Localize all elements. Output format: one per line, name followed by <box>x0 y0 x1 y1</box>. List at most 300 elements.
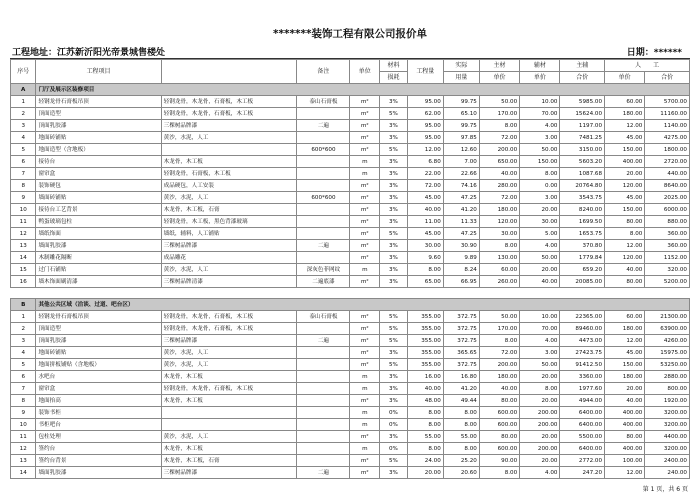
cell-loss: 3% <box>380 264 408 276</box>
cell-material-total: 1197.00 <box>560 120 605 132</box>
cell-qty: 45.00 <box>407 228 443 240</box>
cell-loss: 3% <box>380 180 408 192</box>
cell-actual: 25.20 <box>443 455 479 467</box>
cell-actual: 7.00 <box>443 156 479 168</box>
cell-labor-price: 100.00 <box>605 455 645 467</box>
cell-qty: 11.00 <box>407 216 443 228</box>
page-footer: 第 1 页，共 6 页 <box>642 486 688 493</box>
cell-spec: 木龙骨，木工板 <box>161 371 297 383</box>
cell-loss: 3% <box>380 252 408 264</box>
cell-remark: 泰山石膏板 <box>297 311 350 323</box>
cell-material-total: 1779.84 <box>560 252 605 264</box>
section-code: B <box>11 299 36 311</box>
cell-remark: 二遍底漆 <box>297 276 350 288</box>
cell-main-price: 72.00 <box>479 347 519 359</box>
cell-material-total: 1699.50 <box>560 216 605 228</box>
cell-loss: 3% <box>380 120 408 132</box>
cell-labor-price: 12.00 <box>605 240 645 252</box>
cell-spec: 黄沙，水泥，人工 <box>161 347 297 359</box>
cell-labor-total: 5700.00 <box>645 96 690 108</box>
cell-seq: 2 <box>11 323 36 335</box>
cell-material-total: 659.20 <box>560 264 605 276</box>
cell-loss: 3% <box>380 467 408 479</box>
header-item: 工程项目 <box>36 60 161 84</box>
cell-spec: 轻钢龙骨，石膏板，木工板 <box>161 168 297 180</box>
cell-actual: 11.33 <box>443 216 479 228</box>
table-row <box>11 335 690 347</box>
cell-actual: 74.16 <box>443 180 479 192</box>
cell-item: 墙面砖铺贴 <box>36 192 161 204</box>
cell-unit: m² <box>350 144 380 156</box>
cell-aux-price: 3.00 <box>520 192 560 204</box>
cell-item: 轻钢龙骨石膏板吊顶 <box>36 96 161 108</box>
cell-qty: 12.00 <box>407 144 443 156</box>
cell-labor-total: 360.00 <box>645 240 690 252</box>
cell-qty: 65.00 <box>407 276 443 288</box>
cell-remark: 深灰色菲网纹 <box>297 264 350 276</box>
project-address: 工程地址：江苏新沂阳光帝景城售楼处 <box>12 48 166 58</box>
cell-labor-price: 150.00 <box>605 144 645 156</box>
cell-labor-total: 63900.00 <box>645 323 690 335</box>
cell-unit: m² <box>350 311 380 323</box>
cell-material-total: 20764.80 <box>560 180 605 192</box>
cell-aux-price: 20.00 <box>520 455 560 467</box>
cell-labor-price: 20.00 <box>605 168 645 180</box>
cell-labor-total: 240.00 <box>645 467 690 479</box>
cell-main-price: 650.00 <box>479 156 519 168</box>
cell-item: 地面砖铺贴 <box>36 132 161 144</box>
cell-seq: 2 <box>11 108 36 120</box>
cell-actual: 41.20 <box>443 383 479 395</box>
cell-aux-price: 50.00 <box>520 359 560 371</box>
cell-labor-total: 21300.00 <box>645 311 690 323</box>
cell-aux-price: 200.00 <box>520 419 560 431</box>
cell-aux-price: 0.00 <box>520 180 560 192</box>
cell-unit: m² <box>350 455 380 467</box>
cell-main-price: 120.00 <box>479 216 519 228</box>
cell-spec: 轻钢龙骨，木龙骨，石膏板，木工板 <box>161 323 297 335</box>
cell-remark <box>297 383 350 395</box>
table-row <box>11 228 690 240</box>
cell-main-price: 200.00 <box>479 359 519 371</box>
cell-loss: 3% <box>380 395 408 407</box>
cell-seq: 1 <box>11 96 36 108</box>
cell-loss: 3% <box>380 216 408 228</box>
cell-item: 轻钢龙骨石膏板吊顶 <box>36 311 161 323</box>
table-row <box>11 371 690 383</box>
cell-loss: 5% <box>380 311 408 323</box>
cell-actual: 16.80 <box>443 371 479 383</box>
cell-seq: 4 <box>11 347 36 359</box>
cell-actual: 41.20 <box>443 204 479 216</box>
cell-item: 顶面造型 <box>36 108 161 120</box>
cell-spec: 黄沙，水泥，人工 <box>161 132 297 144</box>
cell-remark <box>297 455 350 467</box>
cell-labor-price: 180.00 <box>605 323 645 335</box>
cell-spec: 轻钢龙骨，木龙骨，石膏板，木工板 <box>161 311 297 323</box>
header-remark: 备注 <box>297 60 350 84</box>
cell-main-price: 280.00 <box>479 180 519 192</box>
table-row <box>11 204 690 216</box>
table-row <box>11 264 690 276</box>
table-row <box>11 359 690 371</box>
cell-loss: 3% <box>380 240 408 252</box>
cell-qty: 16.00 <box>407 371 443 383</box>
cell-labor-total: 2720.00 <box>645 156 690 168</box>
cell-item: 地面造型（含地板） <box>36 144 161 156</box>
cell-aux-price: 4.00 <box>520 240 560 252</box>
cell-labor-price: 80.00 <box>605 216 645 228</box>
header-total-top: 主辅 <box>560 60 605 72</box>
cell-actual: 372.75 <box>443 311 479 323</box>
cell-main-price: 50.00 <box>479 311 519 323</box>
cell-aux-price: 8.00 <box>520 383 560 395</box>
cell-loss: 5% <box>380 323 408 335</box>
section-name: 其他公共区域（洽谈、过道、吧台区） <box>36 299 690 311</box>
cell-loss: 0% <box>380 443 408 455</box>
cell-aux-price: 70.00 <box>520 323 560 335</box>
cell-labor-total: 5200.00 <box>645 276 690 288</box>
cell-labor-total: 4275.00 <box>645 132 690 144</box>
cell-qty: 95.00 <box>407 132 443 144</box>
cell-aux-price: 150.00 <box>520 156 560 168</box>
cell-main-price: 40.00 <box>479 168 519 180</box>
section-header-row <box>11 299 690 311</box>
cell-qty: 40.00 <box>407 383 443 395</box>
cell-labor-price: 400.00 <box>605 419 645 431</box>
cell-item: 接待台 <box>36 156 161 168</box>
cell-seq: 5 <box>11 144 36 156</box>
cell-qty: 95.00 <box>407 96 443 108</box>
cell-labor-total: 2400.00 <box>645 455 690 467</box>
header-unit: 单位 <box>350 60 380 84</box>
cell-qty: 48.00 <box>407 395 443 407</box>
cell-spec: 轻钢龙骨，木龙骨，石膏板，木工板 <box>161 96 297 108</box>
header-aux-top: 辅材 <box>520 60 560 72</box>
cell-spec <box>161 144 297 156</box>
cell-loss: 3% <box>380 204 408 216</box>
cell-labor-total: 3200.00 <box>645 443 690 455</box>
cell-unit: m² <box>350 120 380 132</box>
cell-aux-price: 20.00 <box>520 371 560 383</box>
cell-qty: 22.00 <box>407 168 443 180</box>
cell-remark: 二遍 <box>297 467 350 479</box>
cell-remark <box>297 168 350 180</box>
table-row <box>11 180 690 192</box>
table-row <box>11 383 690 395</box>
cell-main-price: 180.00 <box>479 371 519 383</box>
cell-spec: 黄沙，水泥，人工 <box>161 192 297 204</box>
cell-unit: m <box>350 443 380 455</box>
cell-material-total: 22365.00 <box>560 311 605 323</box>
cell-loss: 3% <box>380 276 408 288</box>
cell-item: 顶面乳胶漆 <box>36 335 161 347</box>
cell-labor-price: 20.00 <box>605 383 645 395</box>
cell-remark <box>297 228 350 240</box>
cell-unit: m² <box>350 204 380 216</box>
cell-remark <box>297 108 350 120</box>
cell-material-total: 1653.75 <box>560 228 605 240</box>
cell-material-total: 6400.00 <box>560 419 605 431</box>
cell-loss: 3% <box>380 132 408 144</box>
header-labor: 人 工 <box>605 60 690 72</box>
quote-table <box>10 59 690 479</box>
cell-actual: 66.95 <box>443 276 479 288</box>
cell-aux-price: 4.00 <box>520 335 560 347</box>
cell-spec: 黄沙，水泥，人工 <box>161 431 297 443</box>
cell-loss: 5% <box>380 455 408 467</box>
cell-aux-price: 20.00 <box>520 204 560 216</box>
cell-labor-price: 180.00 <box>605 371 645 383</box>
cell-labor-price: 60.00 <box>605 311 645 323</box>
cell-labor-total: 53250.00 <box>645 359 690 371</box>
cell-remark <box>297 359 350 371</box>
cell-qty: 40.00 <box>407 204 443 216</box>
header-total-bot: 合价 <box>560 72 605 84</box>
cell-remark <box>297 395 350 407</box>
cell-main-price: 8.00 <box>479 335 519 347</box>
cell-item: 鸭蛋玻璃包柱 <box>36 216 161 228</box>
cell-labor-price: 45.00 <box>605 192 645 204</box>
cell-remark <box>297 347 350 359</box>
cell-actual: 8.00 <box>443 407 479 419</box>
cell-item: 签约台 <box>36 443 161 455</box>
cell-spec: 木龙骨，木工板 <box>161 156 297 168</box>
cell-seq: 11 <box>11 216 36 228</box>
cell-item: 装饰书柜 <box>36 407 161 419</box>
cell-seq: 10 <box>11 204 36 216</box>
cell-seq: 11 <box>11 431 36 443</box>
cell-loss: 5% <box>380 335 408 347</box>
table-row <box>11 240 690 252</box>
cell-loss: 5% <box>380 144 408 156</box>
cell-aux-price: 3.00 <box>520 347 560 359</box>
cell-unit: m² <box>350 180 380 192</box>
cell-item: 地面抬高 <box>36 395 161 407</box>
header-main-top: 主材 <box>479 60 519 72</box>
cell-spec: 木龙骨，木工板，石膏 <box>161 455 297 467</box>
cell-item: 窗帘盒 <box>36 383 161 395</box>
cell-unit: m² <box>350 192 380 204</box>
cell-material-total: 91412.50 <box>560 359 605 371</box>
cell-spec: 三棵树品牌漆 <box>161 240 297 252</box>
cell-seq: 13 <box>11 455 36 467</box>
cell-remark: 泰山石膏板 <box>297 96 350 108</box>
cell-item: 窗帘盒 <box>36 168 161 180</box>
cell-seq: 10 <box>11 419 36 431</box>
cell-remark: 二遍 <box>297 335 350 347</box>
cell-unit: m² <box>350 323 380 335</box>
header-main-bot: 单价 <box>479 72 519 84</box>
table-row <box>11 323 690 335</box>
cell-qty: 72.00 <box>407 180 443 192</box>
cell-spec: 轻钢龙骨，木龙骨，石膏板，木工板 <box>161 108 297 120</box>
table-row <box>11 419 690 431</box>
cell-labor-total: 1800.00 <box>645 144 690 156</box>
cell-qty: 62.00 <box>407 108 443 120</box>
cell-labor-total: 880.00 <box>645 216 690 228</box>
cell-seq: 14 <box>11 252 36 264</box>
table-row <box>11 443 690 455</box>
cell-unit: m² <box>350 467 380 479</box>
cell-item: 墙面乳胶漆 <box>36 240 161 252</box>
cell-labor-total: 3200.00 <box>645 419 690 431</box>
cell-unit: m <box>350 168 380 180</box>
table-row <box>11 144 690 156</box>
cell-unit: m² <box>350 431 380 443</box>
cell-actual: 372.75 <box>443 359 479 371</box>
cell-qty: 20.00 <box>407 467 443 479</box>
cell-labor-price: 80.00 <box>605 276 645 288</box>
cell-seq: 12 <box>11 443 36 455</box>
cell-item: 装饰硬包 <box>36 180 161 192</box>
cell-actual: 47.25 <box>443 192 479 204</box>
cell-main-price: 130.00 <box>479 252 519 264</box>
cell-labor-price: 150.00 <box>605 204 645 216</box>
cell-main-price: 200.00 <box>479 144 519 156</box>
cell-seq: 9 <box>11 192 36 204</box>
header-labor-price: 单价 <box>605 72 645 84</box>
cell-material-total: 20085.00 <box>560 276 605 288</box>
cell-labor-price: 120.00 <box>605 252 645 264</box>
cell-unit: m <box>350 383 380 395</box>
cell-spec: 成品硬包，人工安装 <box>161 180 297 192</box>
cell-actual: 30.90 <box>443 240 479 252</box>
cell-loss: 3% <box>380 431 408 443</box>
cell-remark <box>297 216 350 228</box>
cell-aux-price: 50.00 <box>520 144 560 156</box>
table-row <box>11 168 690 180</box>
cell-material-total: 2772.00 <box>560 455 605 467</box>
cell-loss: 5% <box>380 359 408 371</box>
cell-main-price: 80.00 <box>479 395 519 407</box>
cell-item: 墙面乳胶漆 <box>36 467 161 479</box>
cell-seq: 5 <box>11 359 36 371</box>
cell-main-price: 30.00 <box>479 228 519 240</box>
cell-remark <box>297 132 350 144</box>
cell-main-price: 90.00 <box>479 455 519 467</box>
cell-remark: 600*600 <box>297 192 350 204</box>
cell-qty: 55.00 <box>407 431 443 443</box>
table-row <box>11 431 690 443</box>
cell-actual: 12.60 <box>443 144 479 156</box>
cell-seq: 1 <box>11 311 36 323</box>
cell-unit: m <box>350 419 380 431</box>
cell-labor-total: 320.00 <box>645 264 690 276</box>
header-actual-top: 实际 <box>443 60 479 72</box>
cell-labor-total: 1920.00 <box>645 395 690 407</box>
cell-spec <box>161 419 297 431</box>
cell-spec: 木龙骨，木工板，石膏 <box>161 204 297 216</box>
cell-main-price: 170.00 <box>479 323 519 335</box>
cell-seq: 13 <box>11 240 36 252</box>
cell-remark: 600*600 <box>297 144 350 156</box>
date-label: 日期：****** <box>626 48 682 58</box>
cell-actual: 8.00 <box>443 419 479 431</box>
cell-spec: 墙纸，辅料，人工铺贴 <box>161 228 297 240</box>
cell-item: 过门石铺贴 <box>36 264 161 276</box>
cell-aux-price: 20.00 <box>520 395 560 407</box>
cell-qty: 9.60 <box>407 252 443 264</box>
header-qty: 工程量 <box>407 60 443 84</box>
table-row <box>11 395 690 407</box>
cell-unit: m² <box>350 395 380 407</box>
cell-labor-total: 2880.00 <box>645 371 690 383</box>
cell-remark <box>297 252 350 264</box>
cell-actual: 99.75 <box>443 120 479 132</box>
cell-spec: 三棵树品牌漆 <box>161 467 297 479</box>
cell-actual: 8.00 <box>443 443 479 455</box>
cell-qty: 24.00 <box>407 455 443 467</box>
cell-main-price: 180.00 <box>479 204 519 216</box>
cell-remark <box>297 407 350 419</box>
cell-qty: 45.00 <box>407 192 443 204</box>
cell-unit: m <box>350 264 380 276</box>
cell-main-price: 40.00 <box>479 383 519 395</box>
header-loss-bot: 损耗 <box>380 72 408 84</box>
table-row <box>11 108 690 120</box>
cell-unit: m² <box>350 252 380 264</box>
cell-item: 地面砖铺贴 <box>36 347 161 359</box>
cell-labor-price: 400.00 <box>605 443 645 455</box>
cell-material-total: 5500.00 <box>560 431 605 443</box>
cell-main-price: 72.00 <box>479 132 519 144</box>
cell-actual: 372.75 <box>443 335 479 347</box>
cell-loss: 3% <box>380 192 408 204</box>
cell-labor-price: 8.00 <box>605 228 645 240</box>
cell-actual: 47.25 <box>443 228 479 240</box>
cell-main-price: 170.00 <box>479 108 519 120</box>
cell-unit: m² <box>350 347 380 359</box>
cell-spec: 三棵树品牌漆 <box>161 120 297 132</box>
cell-material-total: 3150.00 <box>560 144 605 156</box>
cell-labor-total: 15975.00 <box>645 347 690 359</box>
cell-qty: 30.00 <box>407 240 443 252</box>
cell-item: 接待台工艺背景 <box>36 204 161 216</box>
section-name: 门厅及展示区装修项目 <box>36 84 690 96</box>
section-code: A <box>11 84 36 96</box>
cell-qty: 355.00 <box>407 311 443 323</box>
cell-item: 墙木饰面刷清漆 <box>36 276 161 288</box>
header-seq: 序号 <box>11 60 36 84</box>
cell-spec: 三棵树品牌清漆 <box>161 276 297 288</box>
cell-seq: 15 <box>11 264 36 276</box>
cell-item: 墙纸饰面 <box>36 228 161 240</box>
header-loss-top: 材料 <box>380 60 408 72</box>
cell-aux-price: 70.00 <box>520 108 560 120</box>
cell-main-price: 50.00 <box>479 96 519 108</box>
cell-labor-price: 12.00 <box>605 467 645 479</box>
cell-qty: 8.00 <box>407 443 443 455</box>
cell-labor-total: 11160.00 <box>645 108 690 120</box>
cell-material-total: 89460.00 <box>560 323 605 335</box>
page-title: *******装饰工程有限公司报价单 <box>273 28 427 40</box>
cell-item: 木制雕花隔断 <box>36 252 161 264</box>
cell-material-total: 370.80 <box>560 240 605 252</box>
cell-labor-total: 1140.00 <box>645 120 690 132</box>
table-row <box>11 407 690 419</box>
cell-remark <box>297 323 350 335</box>
cell-item: 水吧台 <box>36 371 161 383</box>
cell-loss: 3% <box>380 347 408 359</box>
cell-loss: 3% <box>380 371 408 383</box>
table-row <box>11 276 690 288</box>
cell-item: 顶面造型 <box>36 323 161 335</box>
cell-material-total: 5603.20 <box>560 156 605 168</box>
cell-aux-price: 20.00 <box>520 264 560 276</box>
table-row <box>11 156 690 168</box>
cell-labor-price: 45.00 <box>605 347 645 359</box>
